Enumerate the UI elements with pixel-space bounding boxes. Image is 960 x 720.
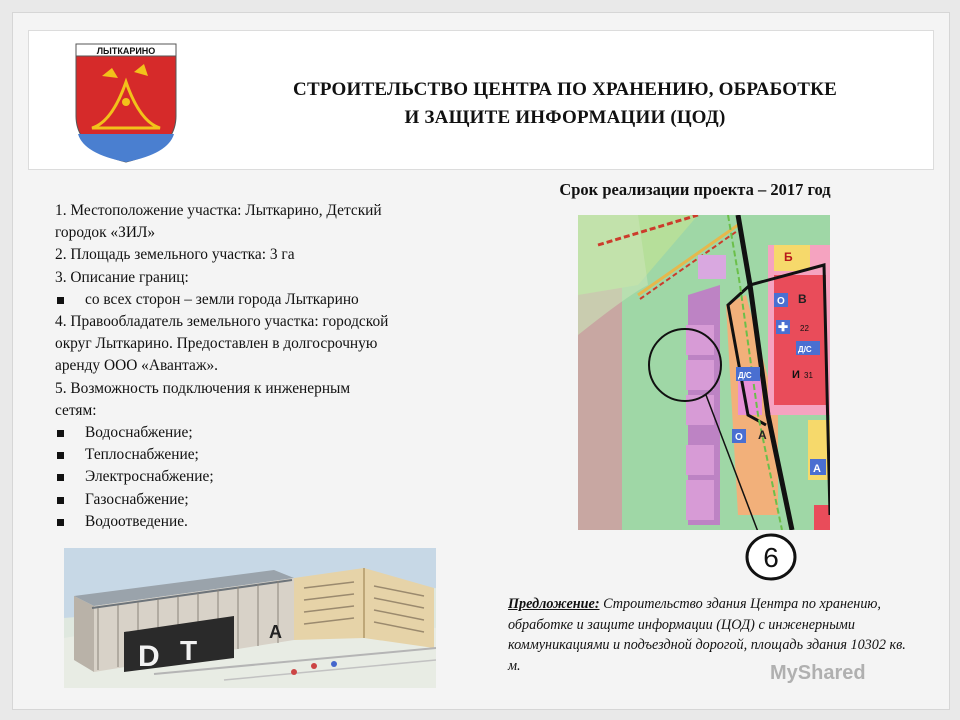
site-marker-label: 6 [763, 542, 779, 573]
list-item-text: Водоснабжение; [85, 424, 193, 442]
list-item [55, 289, 475, 311]
hospital-icon: ✚ [778, 320, 789, 334]
city-crest-icon [72, 42, 180, 164]
bullet-icon [57, 519, 64, 526]
details-line: сетям: [55, 401, 97, 419]
list-item-text: Газоснабжение; [85, 490, 189, 508]
details-line: округ Лыткарино. Предоставлен в долгосрочную [55, 335, 378, 353]
svg-text:T: T [180, 635, 198, 666]
map-label: И [792, 369, 800, 381]
details-line: 3. Описание границ: [55, 268, 189, 286]
list-item [55, 444, 475, 466]
map-label: А [758, 428, 767, 442]
bullet-icon [57, 452, 64, 459]
map-label: 22 [800, 324, 809, 333]
proposal-label: Предложение: [508, 596, 600, 612]
map-label: Д/С [798, 345, 812, 354]
bullet-icon [57, 297, 64, 304]
site-map [578, 215, 830, 530]
project-details [55, 200, 475, 533]
building-rendering [64, 548, 436, 688]
list-item-text: Электроснабжение; [85, 468, 214, 486]
list-item [55, 422, 475, 444]
site-marker [745, 533, 797, 581]
details-line: 2. Площадь земельного участка: 3 га [55, 246, 295, 264]
map-label: В [798, 292, 807, 306]
list-item-text: со всех сторон – земли города Лыткарино [85, 290, 359, 308]
watermark: MyShared [770, 662, 866, 684]
details-line: 5. Возможность подключения к инженерным [55, 379, 351, 397]
svg-text:D: D [138, 640, 160, 673]
map-label: 31 [804, 371, 813, 380]
title-line-1: СТРОИТЕЛЬСТВО ЦЕНТРА ПО ХРАНЕНИЮ, ОБРАБОТКЕ [293, 79, 837, 100]
map-label: О [777, 296, 785, 307]
bullet-icon [57, 497, 64, 504]
bullet-icon [57, 430, 64, 437]
list-item [55, 489, 475, 511]
map-label: Д/С [738, 371, 752, 380]
map-label: А [813, 463, 821, 475]
details-line: аренду ООО «Авантаж». [55, 357, 219, 375]
title-line-2: И ЗАЩИТЕ ИНФОРМАЦИИ (ЦОД) [404, 107, 726, 128]
details-line: 1. Местоположение участка: Лыткарино, Детский [55, 202, 382, 219]
proposal-body: Строительство здания Центра по хранению, обработке и защите информации (ЦОД) с инженерными коммуникациями и подъездной дорогой, площадь здания 10302 кв. м. [508, 596, 906, 674]
list-item [55, 511, 475, 533]
crest-label: ЛЫТКАРИНО [96, 46, 156, 56]
deadline-heading: Срок реализации проекта – 2017 год [559, 180, 831, 199]
map-label: О [735, 432, 743, 443]
list-item-text: Теплоснабжение; [85, 446, 199, 464]
list-item-text: Водоотведение. [85, 512, 188, 530]
page-title [200, 76, 930, 132]
details-line: городок «ЗИЛ» [55, 224, 156, 242]
details-line: 4. Правообладатель земельного участка: городской [55, 313, 389, 331]
map-label: Б [784, 250, 793, 264]
list-item [55, 466, 475, 488]
bullet-icon [57, 474, 64, 481]
svg-text:A: A [269, 622, 282, 642]
